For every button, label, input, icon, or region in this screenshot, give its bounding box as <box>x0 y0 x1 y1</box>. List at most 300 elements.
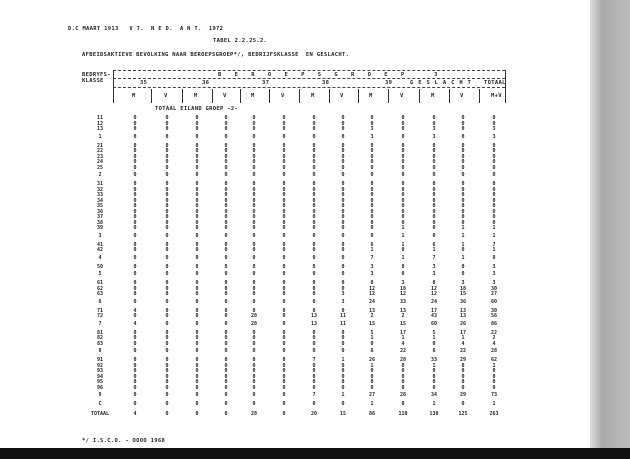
cell-value: 0 <box>461 164 465 171</box>
cell-value: 0 <box>401 384 405 391</box>
cell-value: 13 <box>459 313 467 319</box>
cell-value: 1 <box>341 357 345 363</box>
rule <box>151 89 152 103</box>
rule <box>479 89 480 103</box>
cell-value: 15 <box>399 320 407 327</box>
cell-value: 0 <box>252 219 256 226</box>
cell-value: 0 <box>224 373 228 380</box>
cell-value: 60 <box>490 298 498 305</box>
cell-value: 0 <box>165 153 169 160</box>
cell-value: 6 <box>432 348 436 354</box>
cell-value: 0 <box>401 181 405 187</box>
cell-value: 0 <box>224 203 228 209</box>
table-row <box>0 292 590 298</box>
cell-value: 0 <box>195 340 199 347</box>
cell-value: 0 <box>165 291 169 297</box>
cell-value: 0 <box>133 197 137 204</box>
cell-value: 0 <box>461 384 465 391</box>
column-subheader: V <box>340 93 344 99</box>
cell-value: 0 <box>252 384 256 391</box>
row-code: C <box>98 401 102 407</box>
cell-value: 0 <box>401 214 405 220</box>
cell-value: 0 <box>224 186 228 193</box>
cell-value: 0 <box>195 379 199 385</box>
row-code: 39 <box>96 225 104 231</box>
cell-value: 0 <box>252 203 256 209</box>
cell-value: 0 <box>133 313 137 319</box>
row-code: 32 <box>96 186 104 193</box>
cell-value: 0 <box>282 271 286 277</box>
cell-value: 0 <box>370 280 374 286</box>
cell-value: 0 <box>401 148 405 154</box>
cell-value: 0 <box>165 368 169 374</box>
row-code: 9 <box>98 392 102 398</box>
cell-value: 0 <box>312 368 316 374</box>
cell-value: 0 <box>195 133 199 140</box>
cell-value: 0 <box>282 153 286 160</box>
cell-value: 0 <box>461 115 465 121</box>
cell-value: 0 <box>224 192 228 198</box>
cell-value: 0 <box>432 379 436 385</box>
cell-value: 0 <box>252 401 256 407</box>
rule <box>299 89 300 103</box>
cell-value: 0 <box>224 153 228 160</box>
cell-value: 0 <box>282 241 286 248</box>
cell-value: 0 <box>312 208 316 215</box>
cell-value: 0 <box>224 392 228 398</box>
cell-value: 0 <box>224 280 228 286</box>
cell-value: 0 <box>195 368 199 374</box>
row-code: 13 <box>96 126 104 132</box>
cell-value: 0 <box>401 263 405 270</box>
cell-value: 0 <box>252 280 256 286</box>
cell-value: 0 <box>252 225 256 231</box>
cell-value: 0 <box>195 263 199 270</box>
cell-value: 0 <box>461 172 465 178</box>
cell-value: 0 <box>252 254 256 261</box>
cell-value: 0 <box>133 181 137 187</box>
cell-value: 0 <box>401 120 405 127</box>
table-row <box>0 248 590 254</box>
cell-value: 0 <box>195 329 199 336</box>
class-group <box>0 144 590 180</box>
cell-value: 0 <box>312 263 316 270</box>
cell-value: 0 <box>165 280 169 286</box>
cell-value: 0 <box>224 126 228 132</box>
cell-value: 0 <box>312 285 316 292</box>
cell-value: 0 <box>341 241 345 248</box>
row-code: 6 <box>98 298 102 305</box>
cell-value: 110 <box>398 411 408 417</box>
cell-value: 0 <box>133 142 137 149</box>
gender-header: G E S L A C H T <box>410 80 472 86</box>
cell-value: 0 <box>133 392 137 398</box>
cell-value: 0 <box>165 214 169 220</box>
column-subheader: M <box>251 93 255 99</box>
cell-value: 0 <box>252 126 256 132</box>
cell-value: 0 <box>252 340 256 347</box>
cell-value: 0 <box>341 192 345 198</box>
cell-value: 0 <box>312 133 316 140</box>
cell-value: 0 <box>432 214 436 220</box>
cell-value: 0 <box>341 208 345 215</box>
cell-value: 0 <box>341 164 345 171</box>
cell-value: 0 <box>165 357 169 363</box>
cell-value: 0 <box>165 208 169 215</box>
cell-value: 0 <box>252 357 256 363</box>
group-37: 37 <box>262 80 270 86</box>
cell-value: 4 <box>492 340 496 347</box>
cell-value: 0 <box>461 159 465 165</box>
cell-value: 0 <box>282 254 286 261</box>
row-code: 11 <box>96 115 104 121</box>
row-code: 36 <box>96 208 104 215</box>
cell-value: 0 <box>312 197 316 204</box>
cell-value: 0 <box>133 285 137 292</box>
cell-value: 0 <box>133 357 137 363</box>
cell-value: 0 <box>461 120 465 127</box>
row-code: 50 <box>96 263 104 270</box>
cell-value: 0 <box>432 232 436 239</box>
cell-value: 0 <box>224 133 228 140</box>
cell-value: 11 <box>339 320 347 327</box>
cell-value: 0 <box>282 368 286 374</box>
cell-value: 0 <box>252 148 256 154</box>
cell-value: 0 <box>432 219 436 226</box>
cell-value: 0 <box>461 379 465 385</box>
cell-value: 0 <box>165 362 169 369</box>
cell-value: 0 <box>341 186 345 193</box>
group-38: 38 <box>322 80 330 86</box>
cell-value: 0 <box>341 271 345 277</box>
cell-value: 0 <box>282 142 286 149</box>
cell-value: 0 <box>133 133 137 140</box>
cell-value: 0 <box>224 164 228 171</box>
cell-value: 0 <box>282 148 286 154</box>
cell-value: 0 <box>133 373 137 380</box>
cell-value: 0 <box>195 271 199 277</box>
cell-value: 1 <box>401 335 405 341</box>
cell-value: 4 <box>133 320 137 327</box>
cell-value: 0 <box>282 357 286 363</box>
cell-value: 0 <box>432 142 436 149</box>
cell-value: 0 <box>165 335 169 341</box>
cell-value: 3 <box>432 263 436 270</box>
cell-value: 0 <box>492 368 496 374</box>
cell-value: 0 <box>341 126 345 132</box>
cell-value: 0 <box>312 181 316 187</box>
cell-value: 0 <box>195 307 199 314</box>
cell-value: 36 <box>459 298 467 305</box>
cell-value: 1 <box>432 401 436 407</box>
cell-value: 28 <box>399 357 407 363</box>
cell-value: 0 <box>401 142 405 149</box>
class-group <box>0 265 590 279</box>
cell-value: 0 <box>165 392 169 398</box>
cell-value: 0 <box>370 368 374 374</box>
row-code: 23 <box>96 153 104 160</box>
cell-value: 0 <box>461 148 465 154</box>
cell-value: 7 <box>312 357 316 363</box>
column-subheader: V <box>223 93 227 99</box>
cell-value: 0 <box>282 373 286 380</box>
cell-value: 0 <box>165 186 169 193</box>
cell-value: 0 <box>195 197 199 204</box>
cell-value: 0 <box>165 271 169 277</box>
cell-value: 0 <box>282 401 286 407</box>
cell-value: 0 <box>312 164 316 171</box>
cell-value: 1 <box>370 335 374 341</box>
cell-value: 0 <box>133 148 137 154</box>
cell-value: 0 <box>401 164 405 171</box>
cell-value: 0 <box>133 208 137 215</box>
cell-value: 0 <box>252 392 256 398</box>
cell-value: 0 <box>224 298 228 305</box>
cell-value: 0 <box>461 368 465 374</box>
cell-value: 0 <box>224 348 228 354</box>
cell-value: 7 <box>492 241 496 248</box>
subtotal-row <box>0 272 590 278</box>
row-code: 91 <box>96 357 104 363</box>
cell-value: 138 <box>429 411 439 417</box>
cell-value: 0 <box>224 181 228 187</box>
cell-value: 5 <box>432 329 436 336</box>
cell-value: 0 <box>282 298 286 305</box>
rule <box>449 89 450 103</box>
group-36: 36 <box>202 80 210 86</box>
total-header: TOTAAL <box>484 80 506 86</box>
cell-value: 0 <box>312 247 316 253</box>
cell-value: 0 <box>312 126 316 132</box>
row-code: 63 <box>96 291 104 297</box>
cell-value: 0 <box>165 115 169 121</box>
cell-value: 0 <box>195 208 199 215</box>
cell-value: 0 <box>282 120 286 127</box>
cell-value: 0 <box>282 214 286 220</box>
cell-value: 0 <box>133 120 137 127</box>
cell-value: 0 <box>312 159 316 165</box>
cell-value: 0 <box>461 203 465 209</box>
cell-value: 0 <box>492 214 496 220</box>
cell-value: 0 <box>165 192 169 198</box>
cell-value: 0 <box>312 153 316 160</box>
cell-value: 0 <box>401 153 405 160</box>
row-code: 25 <box>96 164 104 171</box>
cell-value: 28 <box>250 411 258 417</box>
cell-value: 0 <box>492 164 496 171</box>
cell-value: 0 <box>341 181 345 187</box>
cell-value: 2 <box>492 335 496 341</box>
cell-value: 28 <box>490 348 498 354</box>
cell-value: 0 <box>165 120 169 127</box>
cell-value: 0 <box>165 263 169 270</box>
cell-value: 0 <box>165 225 169 231</box>
cell-value: 0 <box>195 384 199 391</box>
cell-value: 3 <box>370 133 374 140</box>
cell-value: 22 <box>459 348 467 354</box>
rule <box>269 89 270 103</box>
cell-value: 0 <box>195 313 199 319</box>
cell-value: 0 <box>133 153 137 160</box>
cell-value: 0 <box>461 197 465 204</box>
cell-value: 0 <box>461 401 465 407</box>
cell-value: 0 <box>133 159 137 165</box>
table-row <box>0 386 590 392</box>
row-code: 61 <box>96 280 104 286</box>
cell-value: 0 <box>370 120 374 127</box>
cell-value: 0 <box>224 219 228 226</box>
cell-value: 0 <box>282 247 286 253</box>
cell-value: 28 <box>250 313 258 319</box>
cell-value: 0 <box>312 186 316 193</box>
cell-value: 0 <box>195 232 199 239</box>
cell-value: 0 <box>341 329 345 336</box>
cell-value: 0 <box>165 285 169 292</box>
cell-value: 0 <box>312 225 316 231</box>
cell-value: 0 <box>195 247 199 253</box>
cell-value: 0 <box>165 307 169 314</box>
cell-value: 0 <box>224 142 228 149</box>
cell-value: 1 <box>401 232 405 239</box>
cell-value: 0 <box>341 307 345 314</box>
cell-value: 0 <box>195 120 199 127</box>
cell-value: 28 <box>399 392 407 398</box>
cell-value: 86 <box>490 320 498 327</box>
cell-value: 0 <box>165 126 169 132</box>
cell-value: 4 <box>133 411 137 417</box>
cell-value: 0 <box>401 401 405 407</box>
cell-value: 18 <box>399 285 407 292</box>
cell-value: 7 <box>370 254 374 261</box>
subtotal-row <box>0 234 590 240</box>
cell-value: 0 <box>252 291 256 297</box>
cell-value: 0 <box>195 335 199 341</box>
cell-value: 0 <box>432 153 436 160</box>
class-group <box>0 331 590 356</box>
cell-value: 0 <box>224 271 228 277</box>
cell-value: 7 <box>432 254 436 261</box>
cell-value: 62 <box>490 357 498 363</box>
cell-value: 0 <box>224 384 228 391</box>
cell-value: 3 <box>432 271 436 277</box>
cell-value: 12 <box>399 291 407 297</box>
cell-value: 0 <box>312 172 316 178</box>
cell-value: 0 <box>252 298 256 305</box>
cell-value: 0 <box>341 148 345 154</box>
cell-value: 0 <box>312 291 316 297</box>
cell-value: 0 <box>341 214 345 220</box>
cell-value: 0 <box>133 362 137 369</box>
cell-value: 17 <box>430 307 438 314</box>
cell-value: 0 <box>341 384 345 391</box>
cell-value: 0 <box>224 208 228 215</box>
row-code: 96 <box>96 384 104 391</box>
cell-value: 0 <box>252 192 256 198</box>
cell-value: 0 <box>492 197 496 204</box>
table-row <box>0 314 590 320</box>
cell-value: 0 <box>133 115 137 121</box>
cell-value: 0 <box>282 263 286 270</box>
cell-value: 0 <box>401 362 405 369</box>
cell-value: 3 <box>370 263 374 270</box>
cell-value: 0 <box>432 373 436 380</box>
cell-value: 3 <box>432 133 436 140</box>
cell-value: 0 <box>165 329 169 336</box>
cell-value: 0 <box>165 313 169 319</box>
cell-value: 0 <box>312 142 316 149</box>
cell-value: 0 <box>461 208 465 215</box>
cell-value: 22 <box>399 348 407 354</box>
class-group <box>0 243 590 262</box>
cell-value: 18 <box>459 285 467 292</box>
cell-value: 29 <box>459 392 467 398</box>
cell-value: 0 <box>195 164 199 171</box>
cell-value: 0 <box>224 254 228 261</box>
cell-value: 0 <box>341 254 345 261</box>
cell-value: 27 <box>490 291 498 297</box>
cell-value: 0 <box>370 192 374 198</box>
cell-value: 0 <box>341 219 345 226</box>
cell-value: 0 <box>401 172 405 178</box>
cell-value: 1 <box>461 335 465 341</box>
cell-value: 0 <box>165 411 169 417</box>
row-code: 38 <box>96 219 104 226</box>
cell-value: 0 <box>401 186 405 193</box>
cell-value: 1 <box>461 225 465 231</box>
cell-value: 27 <box>368 392 376 398</box>
cell-value: 0 <box>224 197 228 204</box>
row-code: TOTAAL <box>90 411 110 417</box>
cell-value: 0 <box>133 401 137 407</box>
subtotal-row <box>0 393 590 399</box>
cell-value: 0 <box>224 241 228 248</box>
cell-value: 0 <box>282 159 286 165</box>
cell-value: 0 <box>224 401 228 407</box>
cell-value: 0 <box>133 254 137 261</box>
row-code: 24 <box>96 159 104 165</box>
cell-value: 0 <box>133 241 137 248</box>
cell-value: 0 <box>252 164 256 171</box>
subtotal-row <box>0 256 590 262</box>
cell-value: 2 <box>370 313 374 319</box>
cell-value: 33 <box>430 357 438 363</box>
table-number: TABEL 2.2.25.2. <box>213 38 268 44</box>
column-subheader: M <box>194 93 198 99</box>
cell-value: 0 <box>133 203 137 209</box>
cell-value: 0 <box>224 411 228 417</box>
cell-value: 0 <box>282 225 286 231</box>
cell-value: 0 <box>492 181 496 187</box>
cell-value: 0 <box>224 320 228 327</box>
cell-value: 0 <box>282 197 286 204</box>
cell-value: 1 <box>401 225 405 231</box>
cell-value: 0 <box>341 142 345 149</box>
cell-value: 3 <box>492 271 496 277</box>
cell-value: 0 <box>312 254 316 261</box>
cell-value: 0 <box>282 335 286 341</box>
cell-value: 0 <box>224 307 228 314</box>
column-subheader: V <box>164 93 168 99</box>
cell-value: 0 <box>195 126 199 132</box>
row-code: 12 <box>96 120 104 127</box>
cell-value: 0 <box>165 133 169 140</box>
cell-value: 0 <box>282 115 286 121</box>
cell-value: 0 <box>165 254 169 261</box>
cell-value: 0 <box>195 148 199 154</box>
cell-value: 0 <box>341 159 345 165</box>
row-code: 94 <box>96 373 104 380</box>
cell-value: 0 <box>224 115 228 121</box>
